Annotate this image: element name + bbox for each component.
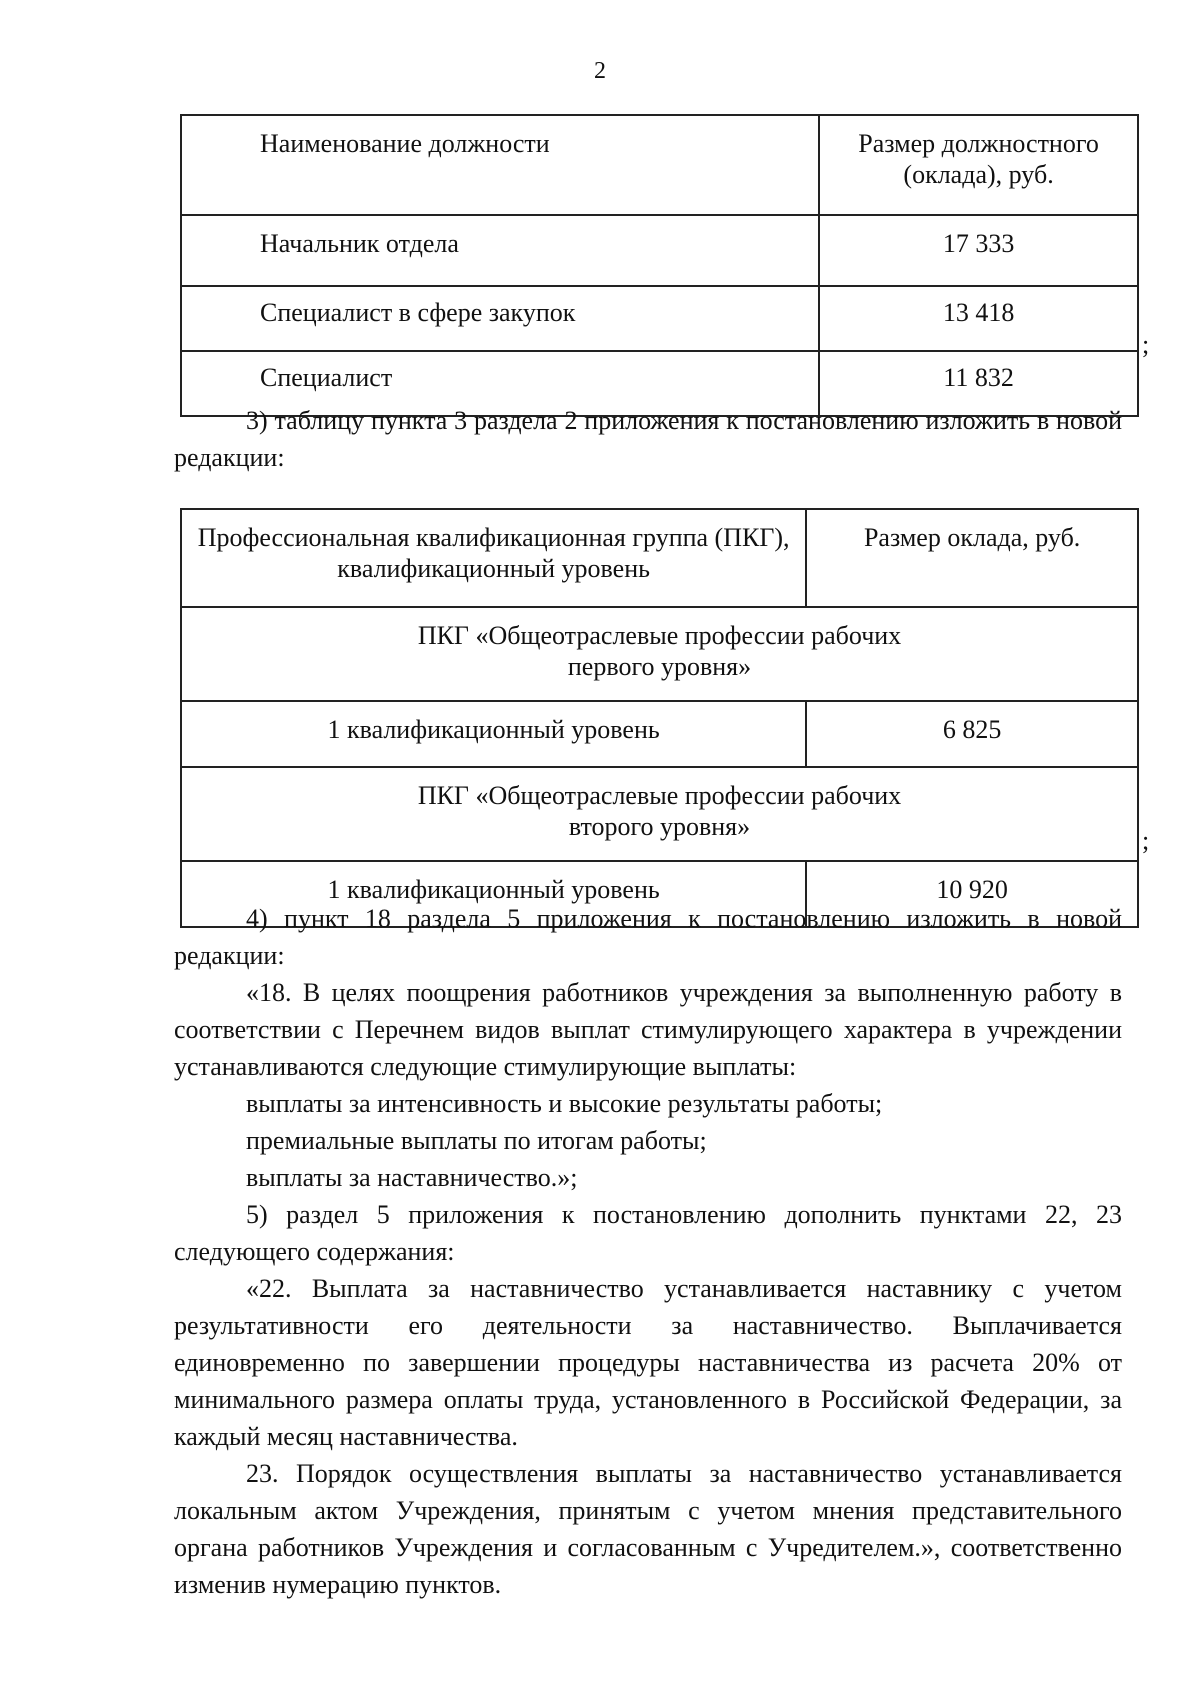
table-header-row [181, 115, 1138, 215]
position-name: Начальник отдела [181, 215, 819, 286]
pkg-group-title [181, 767, 1138, 861]
level-salary: 10 920 [806, 861, 1138, 927]
table-row [181, 701, 1138, 767]
header-salary: Размер оклада, руб. [806, 509, 1138, 607]
item-5-point-23-paragraph: 23. Порядок осуществления выплаты за наставничество устанавливается локальным актом Учреждения, принятым с учетом мнения представительного органа работников Учреждения и согласованным с Учредителем.», соответственно изменив нумерацию пунктов. [174, 1459, 1122, 1599]
table2-trailing-semicolon: ; [1142, 826, 1150, 855]
position-salary: 17 333 [819, 215, 1138, 286]
header-position-name: Наименование должности [181, 115, 819, 215]
table-header-row [181, 509, 1138, 607]
item-4-paragraph: 4) пункт 18 раздела 5 приложения к постановлению изложить в новой редакции: [174, 904, 1122, 970]
position-salary: 11 832 [819, 351, 1138, 416]
item-3-paragraph: 3) таблицу пункта 3 раздела 2 приложения к постановлению изложить в новой редакции: [174, 406, 1122, 472]
page-number: 2 [594, 58, 606, 84]
position-name: Специалист в сфере закупок [181, 286, 819, 351]
qualification-level: 1 квалификационный уровень [181, 701, 806, 767]
table-row [181, 215, 1138, 286]
list-item: премиальные выплаты по итогам работы; [246, 1126, 707, 1155]
list-item: выплаты за интенсивность и высокие результаты работы; [246, 1089, 883, 1118]
pkg-group-title-text: ПКГ «Общеотраслевые профессии рабочих второго уровня» [417, 781, 902, 841]
position-name: Специалист [181, 351, 819, 416]
item-5-paragraph: 5) раздел 5 приложения к постановлению дополнить пунктами 22, 23 следующего содержания: [174, 1200, 1122, 1266]
header-pkg-group: Профессиональная квалификационная группа (ПКГ), квалификационный уровень [181, 509, 806, 607]
item-4-quote-paragraph: «18. В целях поощрения работников учреждения за выполненную работу в соответствии с Перечнем видов выплат стимулирующего характера в учреждении устанавливаются следующие стимулирующие выплаты: [174, 978, 1122, 1081]
pkg-group-title [181, 607, 1138, 701]
pkg-group-title-text: ПКГ «Общеотраслевые профессии рабочих первого уровня» [417, 621, 902, 681]
item-5-point-22-paragraph: «22. Выплата за наставничество устанавливается наставнику с учетом результативности его деятельности за наставничество. Выплачивается единовременно по завершении процедуры наставничества из расчета 20% от минимального размера оплаты труда, установленного в Российской Федерации, за каждый месяц наставничества. [174, 1274, 1122, 1451]
table-group-row [181, 607, 1138, 701]
qualification-level: 1 квалификационный уровень [181, 861, 806, 927]
table-group-row [181, 767, 1138, 861]
header-salary: Размер должностного (оклада), руб. [819, 115, 1138, 215]
pkg-salary-table [180, 508, 1139, 928]
table-row [181, 286, 1138, 351]
positions-salary-table [180, 114, 1139, 417]
list-item: выплаты за наставничество.»; [246, 1163, 578, 1192]
level-salary: 6 825 [806, 701, 1138, 767]
table1-trailing-semicolon: ; [1142, 330, 1150, 359]
position-salary: 13 418 [819, 286, 1138, 351]
